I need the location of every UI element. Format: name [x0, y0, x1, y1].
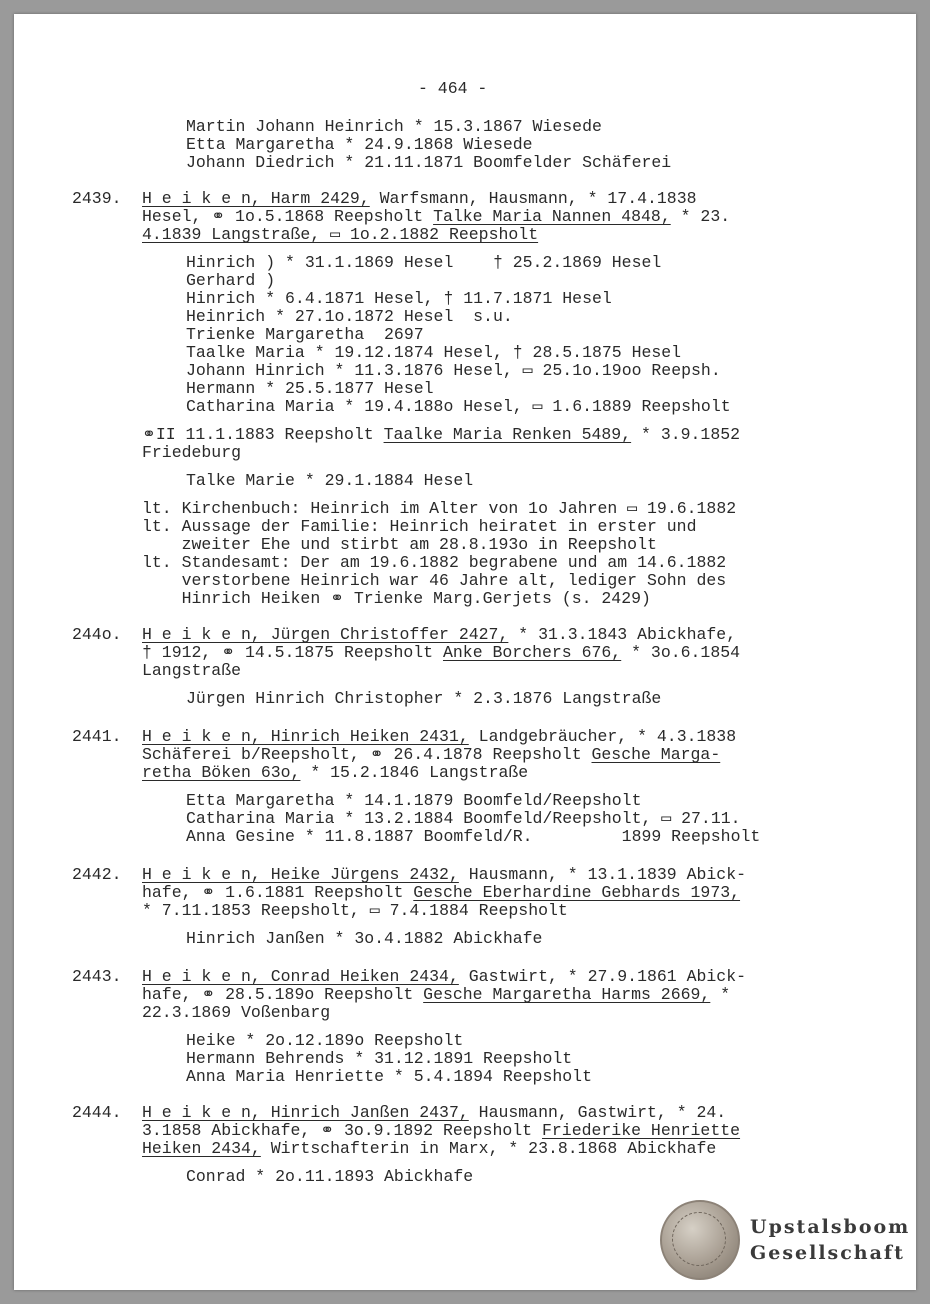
- entry-name: H e i k e n, Harm 2429,: [142, 189, 370, 208]
- list-item: Johann Diedrich * 21.11.1871 Boomfelder Schäferei: [186, 153, 672, 172]
- entry-line: Hesel, ⚭ 1o.5.1868 Reepsholt Talke Maria Nannen 4848, * 23.: [142, 207, 731, 226]
- entry-name: H e i k e n, Conrad Heiken 2434,: [142, 967, 459, 986]
- list-item: Etta Margaretha * 14.1.1879 Boomfeld/Reepsholt: [186, 791, 642, 810]
- list-item: Etta Margaretha * 24.9.1868 Wiesede: [186, 135, 533, 154]
- entry-line: Schäferei b/Reepsholt, ⚭ 26.4.1878 Reepsholt Gesche Marga-: [142, 745, 721, 764]
- entry-line: Heiken 2434, Wirtschafterin in Marx, * 23.8.1868 Abickhafe: [142, 1139, 717, 1158]
- list-item: Hinrich Janßen * 3o.4.1882 Abickhafe: [186, 929, 543, 948]
- document-page: [14, 14, 916, 1290]
- spouse-name: Gesche Marga-: [591, 745, 721, 764]
- list-item: Anna Gesine * 11.8.1887 Boomfeld/R. 1899 Reepsholt: [186, 827, 761, 846]
- entry-number: 2442.: [72, 865, 122, 884]
- spouse-name: Taalke Maria Renken 5489,: [383, 425, 632, 444]
- note-line: lt. Standesamt: Der am 19.6.1882 begrabene und am 14.6.1882: [142, 553, 727, 572]
- entry-line: ⚭II 11.1.1883 Reepsholt Taalke Maria Renken 5489, * 3.9.1852: [142, 425, 741, 444]
- list-item: Martin Johann Heinrich * 15.3.1867 Wiesede: [186, 117, 602, 136]
- page-number: - 464 -: [418, 79, 488, 98]
- spouse-name: Gesche Eberhardine Gebhards 1973,: [413, 883, 741, 902]
- entry-line: Langstraße: [142, 661, 242, 680]
- entry-heading: H e i k e n, Jürgen Christoffer 2427, * 31.3.1843 Abickhafe,: [142, 625, 737, 644]
- entry-line: * 7.11.1853 Reepsholt, ▭ 7.4.1884 Reepsholt: [142, 901, 568, 920]
- list-item: Talke Marie * 29.1.1884 Hesel: [186, 471, 474, 490]
- list-item: Hermann Behrends * 31.12.1891 Reepsholt: [186, 1049, 573, 1068]
- list-item: Catharina Maria * 19.4.188o Hesel, ▭ 1.6.1889 Reepsholt: [186, 397, 731, 416]
- document-text: [14, 14, 916, 1290]
- entry-line: hafe, ⚭ 1.6.1881 Reepsholt Gesche Eberhardine Gebhards 1973,: [142, 883, 741, 902]
- list-item: Hermann * 25.5.1877 Hesel: [186, 379, 434, 398]
- spouse-name: Heiken 2434,: [142, 1139, 261, 1158]
- entry-heading: H e i k e n, Hinrich Heiken 2431, Landgebräucher, * 4.3.1838: [142, 727, 737, 746]
- entry-line: † 1912, ⚭ 14.5.1875 Reepsholt Anke Borchers 676, * 3o.6.1854: [142, 643, 741, 662]
- list-item: Anna Maria Henriette * 5.4.1894 Reepsholt: [186, 1067, 592, 1086]
- entry-heading: H e i k e n, Conrad Heiken 2434, Gastwirt, * 27.9.1861 Abick-: [142, 967, 747, 986]
- list-item: Trienke Margaretha 2697: [186, 325, 424, 344]
- list-item: Taalke Maria * 19.12.1874 Hesel, † 28.5.1875 Hesel: [186, 343, 682, 362]
- seal-logo-icon: [660, 1200, 740, 1280]
- entry-line: 4.1839 Langstraße, ▭ 1o.2.1882 Reepsholt: [142, 225, 539, 244]
- entry-number: 2441.: [72, 727, 122, 746]
- note-line: lt. Kirchenbuch: Heinrich im Alter von 1o Jahren ▭ 19.6.1882: [142, 499, 737, 518]
- entry-line: Friedeburg: [142, 443, 242, 462]
- list-item: Catharina Maria * 13.2.1884 Boomfeld/Reepsholt, ▭ 27.11.: [186, 809, 741, 828]
- entry-name: H e i k e n, Hinrich Janßen 2437,: [142, 1103, 469, 1122]
- entry-number: 244o.: [72, 625, 122, 644]
- list-item: Hinrich ) * 31.1.1869 Hesel † 25.2.1869 Hesel: [186, 253, 662, 272]
- list-item: Conrad * 2o.11.1893 Abickhafe: [186, 1167, 474, 1186]
- note-line: lt. Aussage der Familie: Heinrich heiratet in erster und: [142, 517, 697, 536]
- list-item: Hinrich * 6.4.1871 Hesel, † 11.7.1871 Hesel: [186, 289, 612, 308]
- spouse-name: Friederike Henriette: [542, 1121, 741, 1140]
- entry-heading: H e i k e n, Hinrich Janßen 2437, Hausmann, Gastwirt, * 24.: [142, 1103, 727, 1122]
- entry-line: 22.3.1869 Voßenbarg: [142, 1003, 331, 1022]
- list-item: Jürgen Hinrich Christopher * 2.3.1876 Langstraße: [186, 689, 662, 708]
- logo-line-1: Upstalsboom: [750, 1216, 911, 1238]
- entry-number: 2439.: [72, 189, 122, 208]
- list-item: Johann Hinrich * 11.3.1876 Hesel, ▭ 25.1o.19oo Reepsh.: [186, 361, 721, 380]
- entry-number: 2444.: [72, 1103, 122, 1122]
- entry-heading: H e i k e n, Heike Jürgens 2432, Hausmann, * 13.1.1839 Abick-: [142, 865, 747, 884]
- spouse-name: Talke Maria Nannen 4848,: [433, 207, 671, 226]
- entry-line: 3.1858 Abickhafe, ⚭ 3o.9.1892 Reepsholt Friederike Henriette: [142, 1121, 741, 1140]
- spouse-name: Gesche Margaretha Harms 2669,: [423, 985, 711, 1004]
- entry-name: H e i k e n, Jürgen Christoffer 2427,: [142, 625, 509, 644]
- note-line: zweiter Ehe und stirbt am 28.8.193o in Reepsholt: [142, 535, 657, 554]
- spouse-name: Anke Borchers 676,: [442, 643, 622, 662]
- logo-line-2: Gesellschaft: [750, 1242, 905, 1264]
- entry-line: hafe, ⚭ 28.5.189o Reepsholt Gesche Margaretha Harms 2669, *: [142, 985, 731, 1004]
- entry-heading: H e i k e n, Harm 2429, Warfsmann, Hausmann, * 17.4.1838: [142, 189, 697, 208]
- note-line: verstorbene Heinrich war 46 Jahre alt, lediger Sohn des: [142, 571, 727, 590]
- spouse-name: retha Böken 63o,: [142, 763, 301, 782]
- entry-name: H e i k e n, Hinrich Heiken 2431,: [142, 727, 469, 746]
- note-line: Hinrich Heiken ⚭ Trienke Marg.Gerjets (s. 2429): [142, 589, 651, 608]
- entry-line: retha Böken 63o, * 15.2.1846 Langstraße: [142, 763, 529, 782]
- list-item: Heike * 2o.12.189o Reepsholt: [186, 1031, 464, 1050]
- entry-number: 2443.: [72, 967, 122, 986]
- entry-name: H e i k e n, Heike Jürgens 2432,: [142, 865, 459, 884]
- list-item: Heinrich * 27.1o.1872 Hesel s.u.: [186, 307, 513, 326]
- list-item: Gerhard ): [186, 271, 276, 290]
